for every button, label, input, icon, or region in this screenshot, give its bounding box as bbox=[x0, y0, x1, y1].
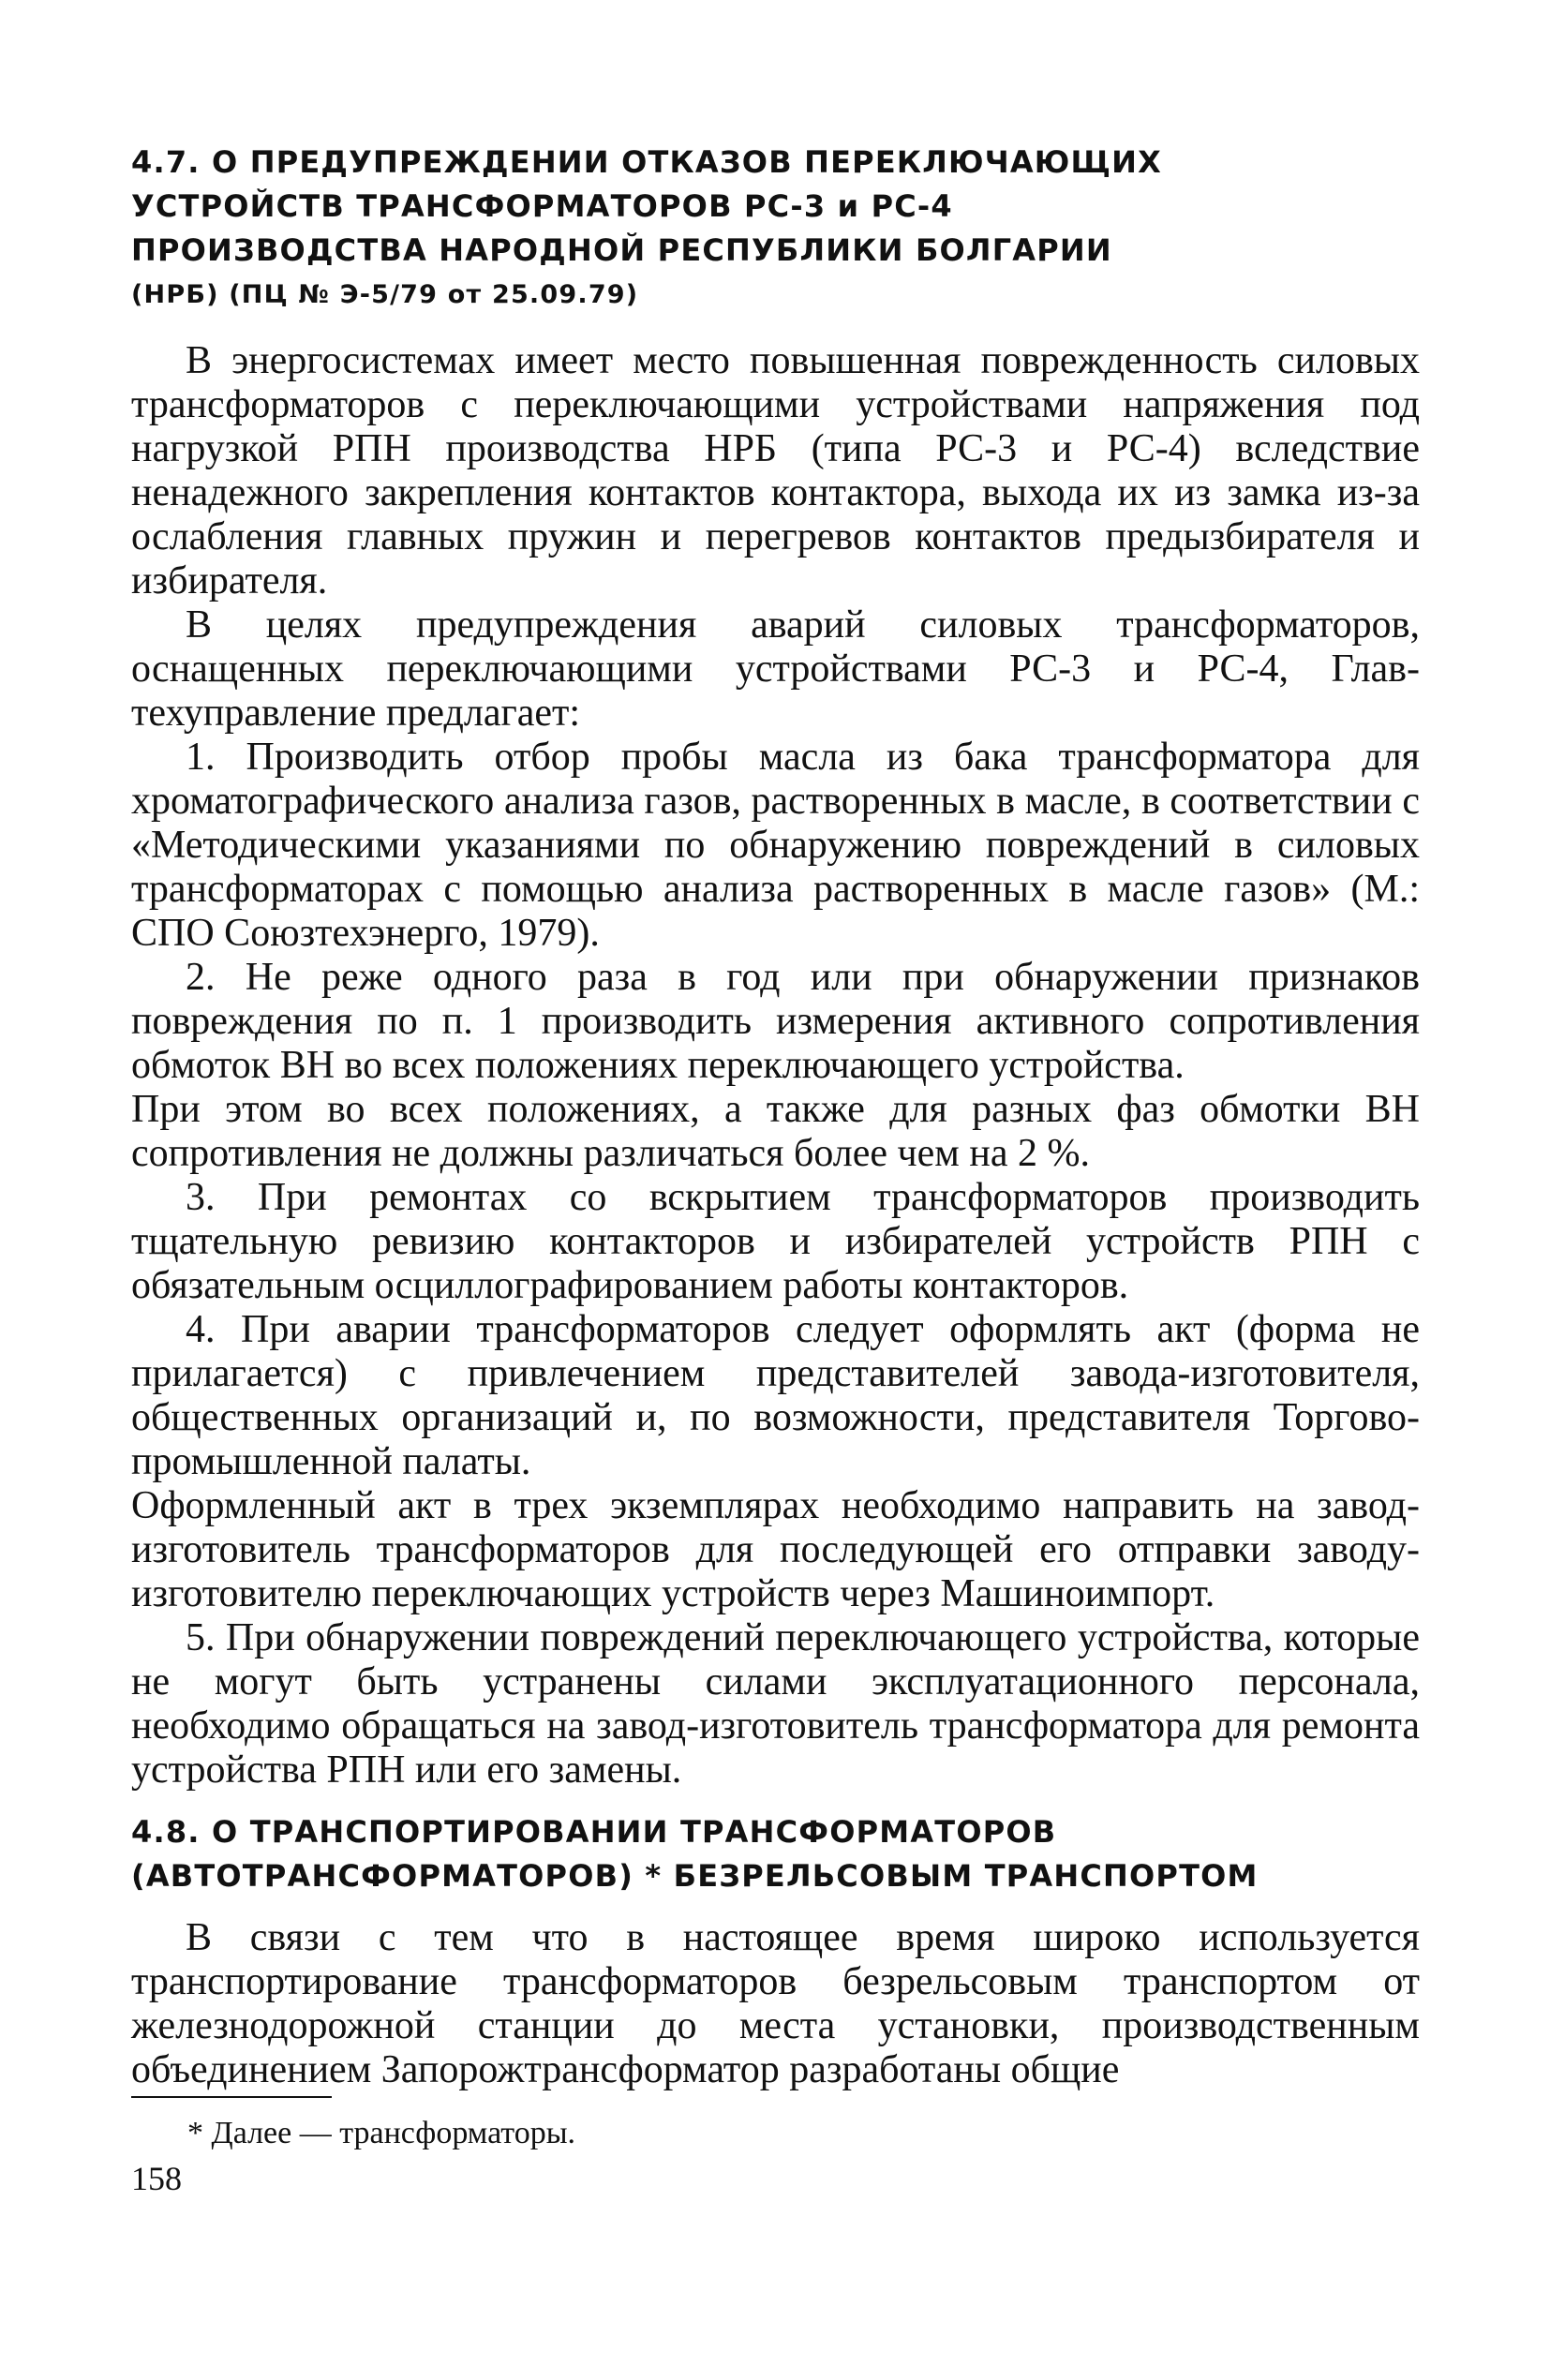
footnote-divider bbox=[131, 2096, 332, 2098]
heading-line: (НРБ) (ПЦ № Э-5/79 от 25.09.79) bbox=[131, 280, 639, 309]
section-4-7-body bbox=[131, 339, 1420, 1792]
list-item-4: 4. При аварии трансформаторов следует оформлять акт (форма не прилагается) с привлечением представителей завода-изготовителя, общественных организаций и, по возможности, представителя Торгово-промышленной палаты. bbox=[131, 1308, 1420, 1483]
section-4-8-heading bbox=[131, 1810, 1420, 1898]
paragraph: В целях предупреждения аварий силовых трансформаторов, оснащенных переключающими устройствами РС-3 и РС-4, Главтехуправление предлагает: bbox=[131, 603, 1420, 735]
list-item-2: 2. Не реже одного раза в год или при обнаружении признаков повреждения по п. 1 производить измерения активного сопротивления обмоток ВН во всех положениях переключающего устройства. bbox=[131, 956, 1420, 1087]
page-number: 158 bbox=[131, 2160, 182, 2197]
list-item-5: 5. При обнаружении повреждений переключающего устройства, которые не могут быть устранены силами эксплуатационного персонала, необходимо обращаться на завод-изготовитель трансформатора для ремонта устройства РПН или его замены. bbox=[131, 1616, 1420, 1792]
paragraph: При этом во всех положениях, а также для разных фаз обмотки ВН сопротивления не должны различаться более чем на 2 %. bbox=[131, 1088, 1420, 1175]
heading-line: ПРОИЗВОДСТВА НАРОДНОЙ РЕСПУБЛИКИ БОЛГАРИИ bbox=[131, 232, 1112, 268]
section-4-8-body bbox=[131, 1916, 1420, 2092]
list-item-3: 3. При ремонтах со вскрытием трансформаторов производить тщательную ревизию контакторов и избирателей устройств РПН с обязательным осциллографированием работы контакторов. bbox=[131, 1176, 1420, 1307]
heading-line: УСТРОЙСТВ ТРАНСФОРМАТОРОВ РС-3 и РС-4 bbox=[131, 188, 953, 224]
footnote: * Далее — трансформаторы. bbox=[187, 2116, 576, 2150]
heading-line: (АВТОТРАНСФОРМАТОРОВ) * БЕЗРЕЛЬСОВЫМ ТРАНСПОРТОМ bbox=[131, 1858, 1259, 1894]
paragraph: В связи с тем что в настоящее время широко используется транспортирование трансформаторов безрельсовым транспортом от железнодорожной станции до места установки, производственным объединением Запорожтрансформатор разработаны общие bbox=[131, 1916, 1420, 2091]
paragraph: В энергосистемах имеет место повышенная поврежденность силовых трансформаторов с переключающими устройствами напряжения под нагрузкой РПН производства НРБ (типа РС-3 и РС-4) вследствие ненадежного закрепления контактов контактора, выхода их из замка из-за ослабления главных пружин и перегревов контактов предызбирателя и избирателя. bbox=[131, 339, 1420, 602]
section-4-7-heading bbox=[131, 141, 1420, 317]
heading-line: 4.7. О ПРЕДУПРЕЖДЕНИИ ОТКАЗОВ ПЕРЕКЛЮЧАЮЩИХ bbox=[131, 144, 1163, 180]
heading-line: 4.8. О ТРАНСПОРТИРОВАНИИ ТРАНСФОРМАТОРОВ bbox=[131, 1814, 1057, 1850]
paragraph: Оформленный акт в трех экземплярах необходимо направить на завод-изготовитель трансформаторов для последующей его отправки заводу-изготовителю переключающих устройств через Машиноимпорт. bbox=[131, 1484, 1420, 1615]
list-item-1: 1. Производить отбор пробы масла из бака трансформатора для хроматографического анализа газов, растворенных в масле, в соответствии с «Методическими указаниями по обнаружению повреждений в силовых трансформаторах с помощью анализа растворенных в масле газов» (М.: СПО Союзтехэнерго, 1979). bbox=[131, 736, 1420, 955]
